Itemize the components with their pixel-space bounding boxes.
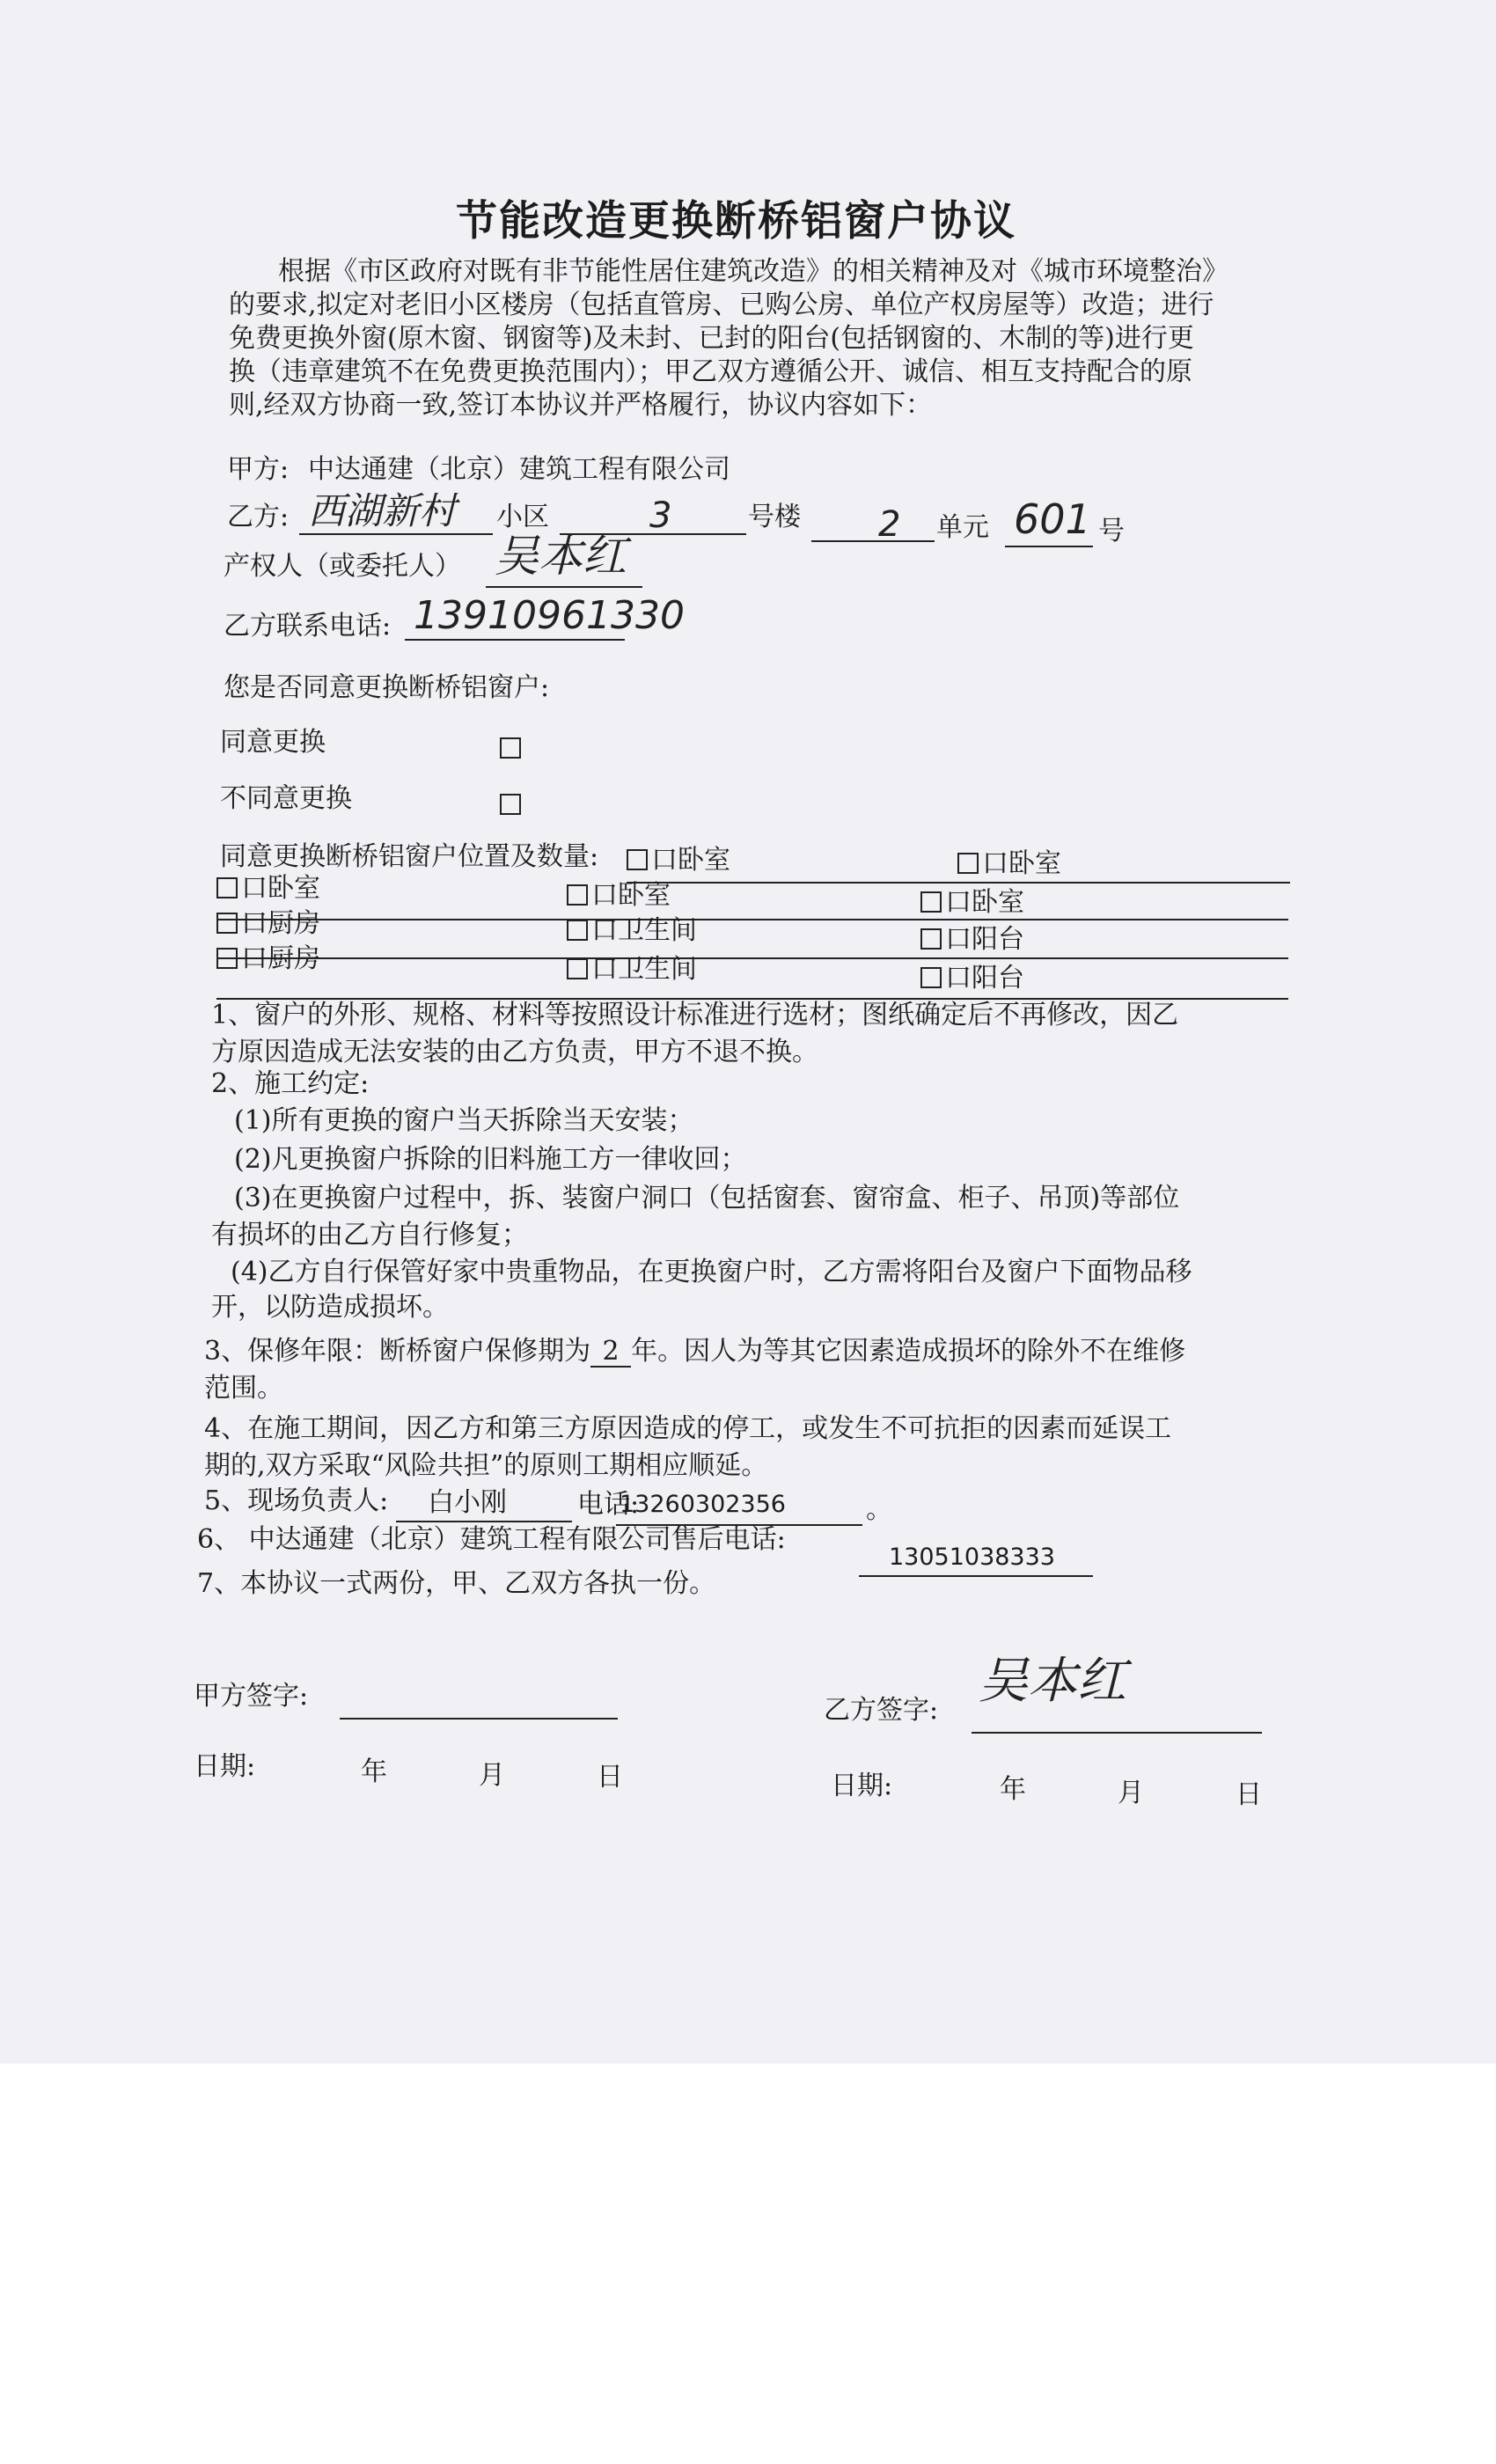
after-sales-phone: 13051038333 <box>889 1544 1055 1571</box>
disagree-option-label: 不同意更换 <box>220 783 352 814</box>
position-item-0-0: 口卧室 <box>627 843 730 878</box>
checkbox-icon[interactable] <box>957 853 979 874</box>
agree-option-label: 同意更换 <box>220 727 326 758</box>
party-b-date-year: 年 <box>1000 1774 1026 1805</box>
term-3-line-1: 3、保修年限：断桥窗户保修期为 2 年。因人为等其它因素造成损坏的除外不在维修 <box>204 1336 1186 1367</box>
checkbox-icon[interactable] <box>627 849 648 870</box>
intro-line-2: 的要求,拟定对老旧小区楼房（包括直管房、已购公房、单位产权房屋等）改造；进行 <box>229 290 1214 320</box>
term-2-item-2: (2)凡更换窗户拆除的旧料施工方一律收回； <box>234 1144 747 1175</box>
term-5-label: 5、现场负责人: <box>204 1485 389 1516</box>
party-a-date-month: 月 <box>479 1760 505 1791</box>
position-item-1-0: 口卧室 <box>216 871 320 906</box>
row-rule-1 <box>216 919 1288 920</box>
intro-line-4: 换（违章建筑不在免费更换范围内）；甲乙双方遵循公开、诚信、相互支持配合的原 <box>229 356 1192 387</box>
party-b-date-month: 月 <box>1118 1778 1144 1808</box>
term-7: 7、本协议一式两份，甲、乙双方各执一份。 <box>197 1568 716 1599</box>
party-b-signature: 吴本红 <box>979 1653 1126 1710</box>
term-2-item-3-line-1: (3)在更换窗户过程中，拆、装窗户洞口（包括窗套、窗帘盒、柜子、吊顶)等部位 <box>234 1183 1180 1214</box>
position-item-0-1: 口卧室 <box>957 847 1061 882</box>
party-a-date-label: 日期: <box>194 1751 256 1782</box>
room-underline <box>1005 546 1093 547</box>
party-b-phone-label: 乙方联系电话: <box>224 611 392 642</box>
site-manager-name: 白小刚 <box>428 1487 507 1518</box>
position-item-2-2: 口阳台 <box>920 922 1024 957</box>
intro-line-5: 则,经双方协商一致,签订本协议并严格履行，协议内容如下： <box>229 390 933 421</box>
checkbox-icon[interactable] <box>567 958 588 979</box>
party-b-signature-label: 乙方签字: <box>824 1695 939 1726</box>
term-3-line-2: 范围。 <box>204 1373 283 1404</box>
position-item-2-0: 口厨房 <box>216 906 320 942</box>
term-5-period: 。 <box>866 1494 892 1525</box>
term-2-item-3-line-2: 有损坏的由乙方自行修复； <box>211 1220 528 1250</box>
checkbox-icon[interactable] <box>216 913 238 934</box>
term-2-heading: 2、施工约定: <box>211 1068 370 1099</box>
building-suffix: 号楼 <box>748 502 801 532</box>
owner-label: 产权人（或委托人） <box>224 551 461 582</box>
position-item-1-2: 口卧室 <box>920 885 1024 920</box>
unit-underline <box>811 540 935 542</box>
term-1-line-1: 1、窗户的外形、规格、材料等按照设计标准进行选材；图纸确定后不再修改，因乙 <box>211 1000 1179 1030</box>
term-4-line-2: 期的,双方采取“风险共担”的原则工期相应顺延。 <box>204 1450 768 1481</box>
position-item-3-0: 口厨房 <box>216 942 320 977</box>
document-title: 节能改造更换断桥铝窗户协议 <box>456 197 1016 246</box>
warranty-years: 2 <box>590 1338 631 1368</box>
checkbox-icon[interactable] <box>920 967 942 988</box>
community-underline <box>299 533 493 535</box>
checkbox-icon[interactable] <box>216 948 238 969</box>
checkbox-icon[interactable] <box>567 884 588 906</box>
party-a-signature-line[interactable] <box>340 1718 618 1720</box>
community-name-handwritten: 西湖新村 <box>308 489 457 532</box>
party-b-phone-underline <box>405 639 625 641</box>
agree-checkbox[interactable] <box>500 737 521 759</box>
position-item-3-1: 口卫生间 <box>567 952 697 987</box>
term-4-line-1: 4、在施工期间，因乙方和第三方原因造成的停工，或发生不可抗拒的因素而延误工 <box>204 1413 1172 1444</box>
party-a-label: 甲方: <box>227 454 290 485</box>
row-rule-2 <box>216 957 1288 959</box>
checkbox-icon[interactable] <box>216 877 238 898</box>
after-sales-phone-underline <box>859 1575 1093 1577</box>
position-item-1-1: 口卧室 <box>567 878 671 913</box>
row-rule-0 <box>627 882 1290 884</box>
intro-line-1: 根据《市区政府对既有非节能性居住建筑改造》的相关精神及对《城市环境整治》 <box>278 256 1228 287</box>
party-b-date-label: 日期: <box>831 1771 893 1801</box>
term-2-item-1: (1)所有更换的窗户当天拆除当天安装； <box>234 1105 694 1136</box>
room-suffix: 号 <box>1098 516 1125 546</box>
owner-underline <box>486 586 642 588</box>
positions-label: 同意更换断桥铝窗户位置及数量: <box>220 841 599 872</box>
site-manager-phone: 13260302356 <box>620 1491 786 1518</box>
position-item-3-2: 口阳台 <box>920 961 1024 996</box>
disagree-checkbox[interactable] <box>500 794 521 815</box>
term-6-label: 6、 中达通建（北京）建筑工程有限公司售后电话: <box>197 1524 786 1555</box>
party-a-name: 中达通建（北京）建筑工程有限公司 <box>308 454 730 485</box>
party-b-label: 乙方: <box>227 502 290 532</box>
checkbox-icon[interactable] <box>920 928 942 950</box>
party-a-date-day: 日 <box>597 1762 623 1793</box>
unit-number-handwritten: 2 <box>878 504 901 545</box>
party-a-date-year: 年 <box>361 1756 387 1787</box>
party-a-signature-label: 甲方签字: <box>194 1681 309 1712</box>
term-2-item-4-line-1: (4)乙方自行保管好家中贵重物品，在更换窗户时，乙方需将阳台及窗户下面物品移 <box>231 1257 1192 1287</box>
room-number-handwritten: 601 <box>1014 495 1091 543</box>
consent-question: 您是否同意更换断桥铝窗户: <box>224 672 550 703</box>
unit-suffix: 单元 <box>936 512 989 543</box>
owner-signature: 吴本红 <box>495 531 627 582</box>
building-number-handwritten: 3 <box>649 495 672 536</box>
term-1-line-2: 方原因造成无法安装的由乙方负责，甲方不退不换。 <box>211 1037 818 1067</box>
intro-line-3: 免费更换外窗(原木窗、钢窗等)及未封、已封的阳台(包括钢窗的、木制的等)进行更 <box>229 323 1194 354</box>
term-2-item-4-line-2: 开，以防造成损坏。 <box>211 1292 449 1323</box>
site-manager-phone-label: 电话: <box>577 1489 640 1520</box>
party-b-date-day: 日 <box>1236 1779 1262 1810</box>
party-b-phone-handwritten: 13910961330 <box>414 593 685 638</box>
checkbox-icon[interactable] <box>567 920 588 941</box>
checkbox-icon[interactable] <box>920 891 942 913</box>
community-suffix: 小区 <box>496 502 549 532</box>
position-item-2-1: 口卫生间 <box>567 913 697 949</box>
party-b-signature-line[interactable] <box>972 1732 1262 1734</box>
